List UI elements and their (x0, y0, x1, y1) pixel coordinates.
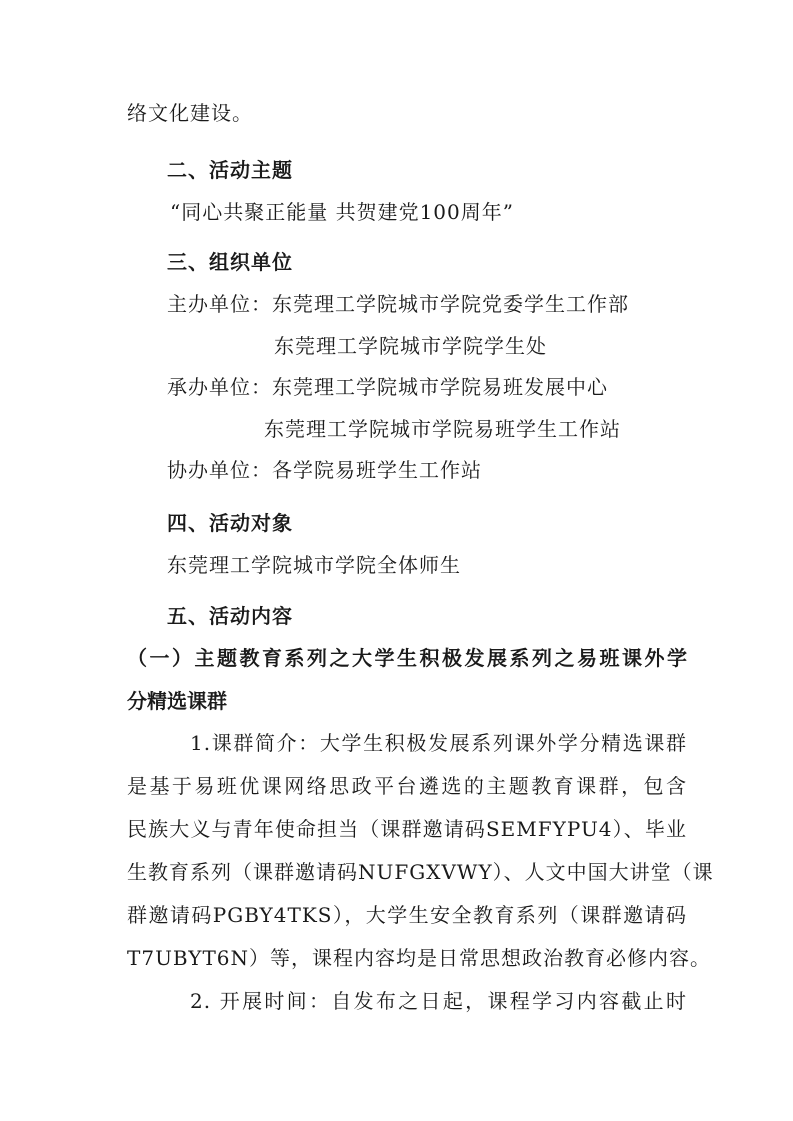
section-heading-organizers: 三、组织单位 (167, 250, 293, 274)
co-organizer-unit: 协办单位：各学院易班学生工作站 (167, 458, 482, 482)
item1-line: 群邀请码PGBY4TKS），大学生安全教育系列（课群邀请码 (127, 903, 687, 927)
section-heading-audience: 四、活动对象 (167, 511, 293, 535)
audience-text: 东莞理工学院城市学院全体师生 (167, 553, 461, 577)
subsection-heading-line2: 分精选课群 (127, 689, 227, 713)
subsection-heading-line1: （一）主题教育系列之大学生积极发展系列之易班课外学 (127, 646, 687, 670)
item1-line: 生教育系列（课群邀请码NUFGXVWY）、人文中国大讲堂（课 (127, 860, 714, 884)
item1-line: 民族大义与青年使命担当（课群邀请码SEMFYPU4）、毕业 (127, 817, 687, 841)
activity-theme-text: “同心共聚正能量 共贺建党100周年” (170, 200, 514, 224)
item1-line: T7UBYT6N）等，课程内容均是日常思想政治教育必修内容。 (127, 946, 712, 970)
organizer-unit-line2: 东莞理工学院城市学院易班学生工作站 (264, 417, 621, 441)
host-unit-line1: 主办单位：东莞理工学院城市学院党委学生工作部 (167, 292, 629, 316)
organizer-unit-line1: 承办单位：东莞理工学院城市学院易班发展中心 (167, 375, 608, 399)
section-heading-content: 五、活动内容 (167, 604, 293, 628)
host-unit-line2: 东莞理工学院城市学院学生处 (274, 334, 547, 358)
intro-tail-text: 络文化建设。 (127, 101, 253, 125)
item1-line: 1.课群简介：大学生积极发展系列课外学分精选课群 (190, 731, 687, 755)
item2-line: 2. 开展时间：自发布之日起，课程学习内容截止时 (190, 989, 687, 1013)
item1-line: 是基于易班优课网络思政平台遴选的主题教育课群，包含 (127, 774, 687, 798)
section-heading-theme: 二、活动主题 (167, 158, 293, 182)
